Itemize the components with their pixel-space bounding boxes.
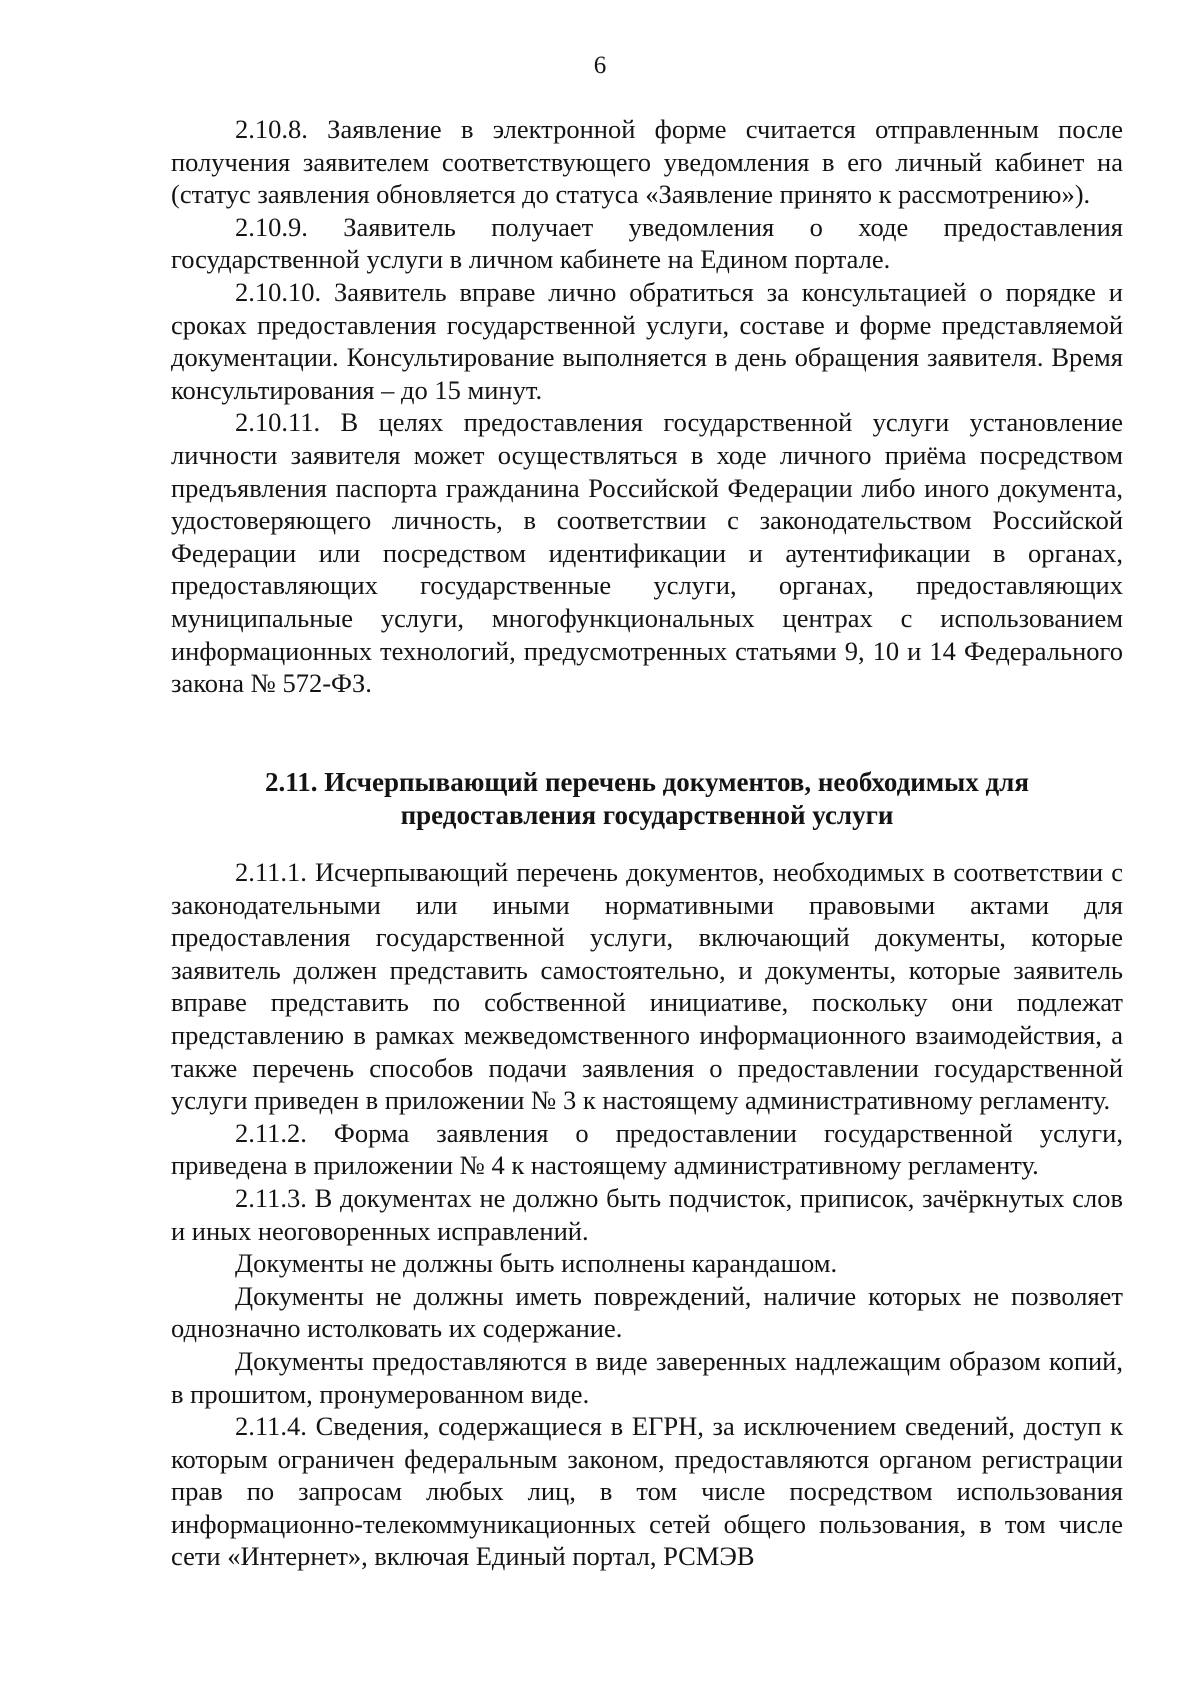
- paragraph-2-11-3: 2.11.3. В документах не должно быть подчисток, приписок, зачёркнутых слов и иных неоговоренных исправлений.: [171, 1182, 1123, 1246]
- paragraph-2-10-9: 2.10.9. Заявитель получает уведомления о ходе предоставления государственной услуги в личном кабинете на Едином портале.: [171, 211, 1123, 275]
- paragraph-2-11-4: 2.11.4. Сведения, содержащиеся в ЕГРН, за исключением сведений, доступ к которым ограничен федеральным законом, предоставляются органом регистрации прав по запросам любых лиц, в том числе посредством использования информационно-телекоммуникационных сетей общего пользования, в том числе сети «Интернет», включая Единый портал, РСМЭВ: [171, 1411, 1123, 1572]
- section-heading-2-11: [171, 766, 1123, 832]
- text-block-section-2-10: [171, 113, 1123, 700]
- paragraph-2-10-8: 2.10.8. Заявление в электронной форме считается отправленным после получения заявителем соответствующего уведомления в его личный кабинет на (статус заявления обновляется до статуса «Заявление принято к рассмотрению»).: [171, 114, 1123, 210]
- paragraph-certified-copies: Документы предоставляются в виде заверенных надлежащим образом копий, в прошитом, пронумерованном виде.: [171, 1345, 1123, 1409]
- section-heading-line-2: предоставления государственной услуги: [400, 800, 894, 830]
- paragraph-2-10-11: 2.10.11. В целях предоставления государственной услуги установление личности заявителя может осуществляться в ходе личного приёма посредством предъявления паспорта гражданина Российской Федерации либо иного документа, удостоверяющего личность, в соответствии с законодательством Российской Федерации или посредством идентификации и аутентификации в органах, предоставляющих государственные услуги, органах, предоставляющих муниципальные услуги, многофункциональных центрах с использованием информационных технологий, предусмотренных статьями 9, 10 и 14 Федерального закона № 572-ФЗ.: [171, 407, 1123, 699]
- page-number: 6: [593, 52, 607, 79]
- section-heading-line-1: 2.11. Исчерпывающий перечень документов, необходимых для: [265, 767, 1029, 797]
- paragraph-2-10-10: 2.10.10. Заявитель вправе лично обратиться за консультацией о порядке и сроках предоставления государственной услуги, составе и форме представляемой документации. Консультирование выполняется в день обращения заявителя. Время консультирования – до 15 минут.: [171, 276, 1123, 405]
- paragraph-no-pencil: Документы не должны быть исполнены карандашом.: [235, 1248, 838, 1279]
- paragraph-2-11-2: 2.11.2. Форма заявления о предоставлении государственной услуги, приведена в приложении № 4 к настоящему административному регламенту.: [171, 1117, 1123, 1181]
- text-block-section-2-11: [171, 856, 1123, 1573]
- paragraph-2-11-1: 2.11.1. Исчерпывающий перечень документов, необходимых в соответствии с законодательными или иными нормативными правовыми актами для предоставления государственной услуги, включающий документы, которые заявитель должен представить самостоятельно, и документы, которые заявитель вправе представить по собственной инициативе, поскольку они подлежат представлению в рамках межведомственного информационного взаимодействия, а также перечень способов подачи заявления о предоставлении государственной услуги приведен в приложении № 3 к настоящему административному регламенту.: [171, 857, 1123, 1116]
- paragraph-no-damage: Документы не должны иметь повреждений, наличие которых не позволяет однозначно истолковать их содержание.: [171, 1280, 1123, 1344]
